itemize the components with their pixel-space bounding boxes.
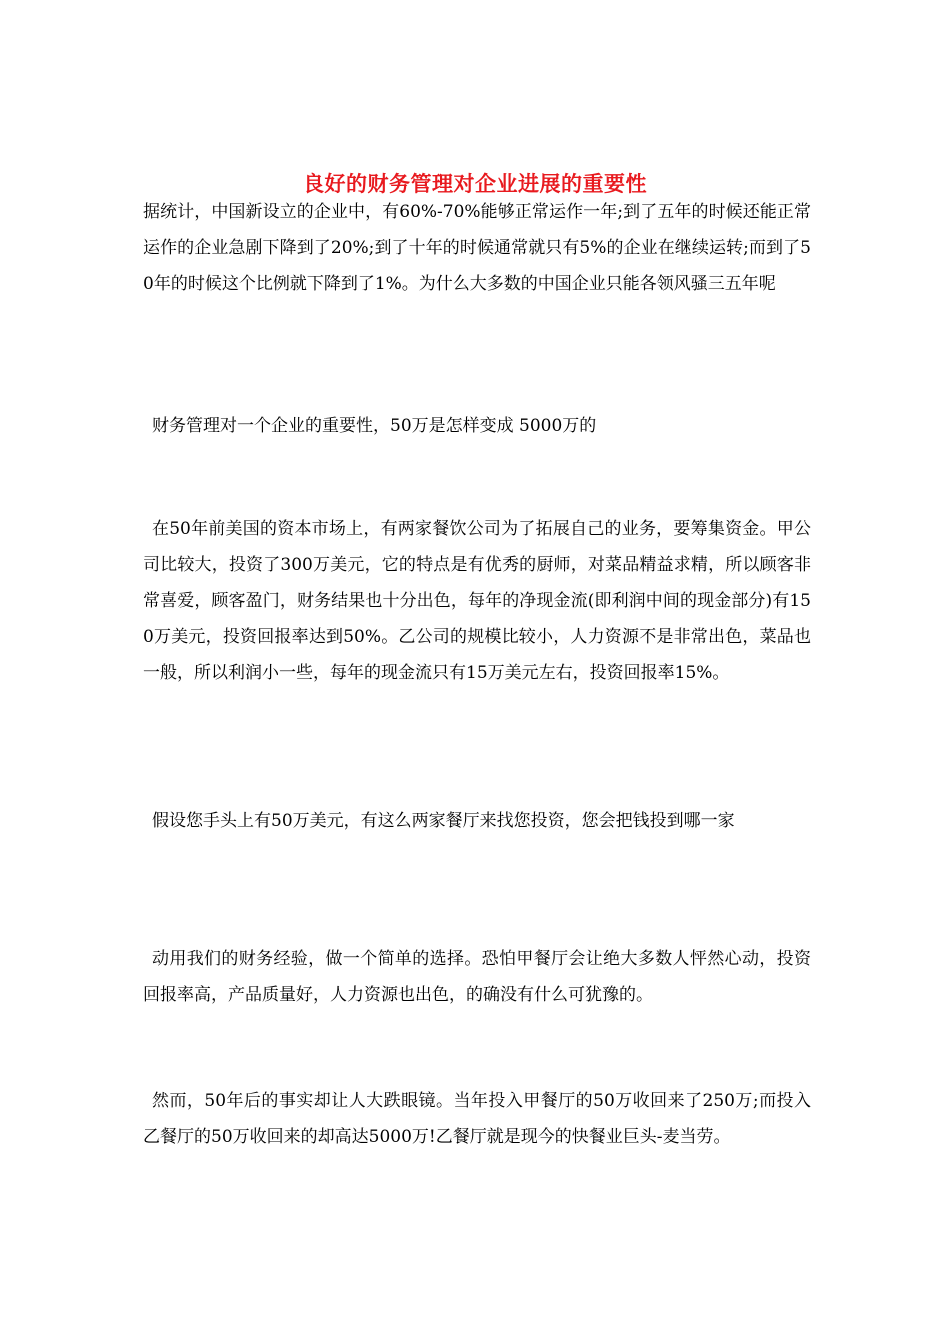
paragraph-outcome: 然而，50年后的事实却让人大跌眼镜。当年投入甲餐厅的50万收回来了250万;而投入乙餐厅的50万收回来的却高达5000万!乙餐厅就是现今的快餐业巨头-麦当劳。 xyxy=(143,1091,811,1147)
paragraph-statistics: 据统计，中国新设立的企业中，有60%-70%能够正常运作一年;到了五年的时候还能正常运作的企业急剧下降到了20%;到了十年的时候通常就只有5%的企业在继续运转;而到了50年的时候这个比例就下降到了1%。为什么大多数的中国企业只能各领风骚三五年呢 xyxy=(143,202,811,294)
paragraph-subheading: 财务管理对一个企业的重要性，50万是怎样变成 5000万的 xyxy=(152,416,597,436)
document-title: 良好的财务管理对企业进展的重要性 xyxy=(303,171,647,197)
paragraph-two-companies: 在50年前美国的资本市场上，有两家餐饮公司为了拓展自己的业务，要筹集资金。甲公司比较大，投资了300万美元，它的特点是有优秀的厨师，对菜品精益求精，所以顾客非常喜爱，顾客盈门，财务结果也十分出色，每年的净现金流(即利润中间的现金部分)有150万美元，投资回报率达到50%。乙公司的规模比较小，人力资源不是非常出色，菜品也一般，所以利润小一些，每年的现金流只有15万美元左右，投资回报率15%。 xyxy=(143,519,811,683)
paragraph-question: 假设您手头上有50万美元，有这么两家餐厅来找您投资，您会把钱投到哪一家 xyxy=(152,811,735,831)
paragraph-choice: 动用我们的财务经验，做一个简单的选择。恐怕甲餐厅会让绝大多数人怦然心动，投资回报率高，产品质量好，人力资源也出色，的确没有什么可犹豫的。 xyxy=(143,949,811,1005)
